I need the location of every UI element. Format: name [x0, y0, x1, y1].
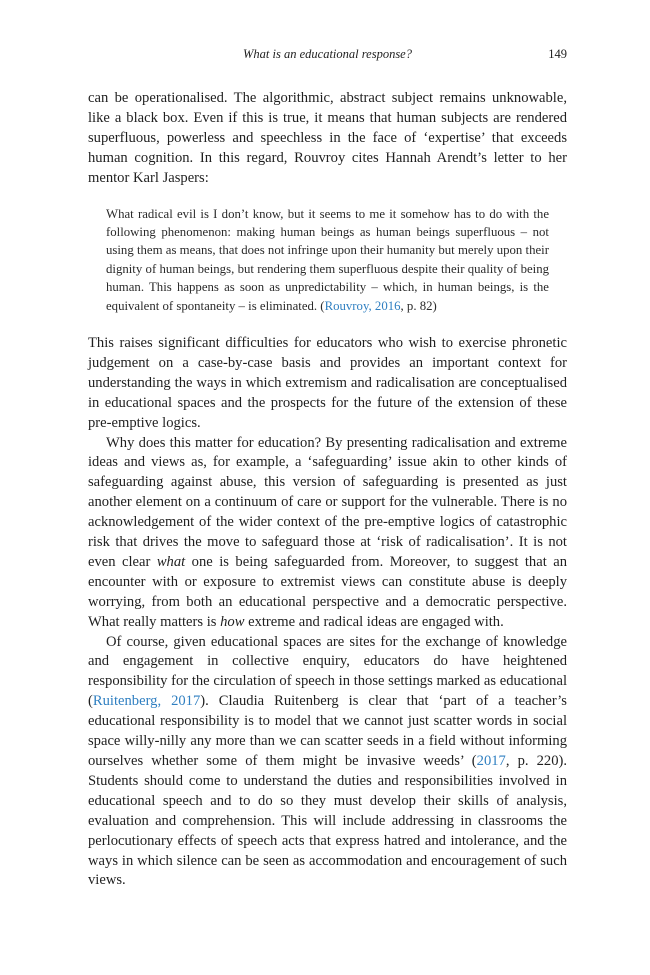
- paragraph-4-part-c: , p. 220). Students should come to understand the duties and responsibilities involved in educational speech and to do so they must develop their skills of analysis, evaluation and comprehension. This will include addressing in classrooms the perlocutionary effects of speech acts that express hatred and intolerance, and the ways in which silence can be seen as accommodation and encouragement of such views.: [88, 753, 567, 889]
- body-text: [88, 89, 567, 891]
- paragraph-3-part-b: one is being safeguarded from. Moreover, to suggest that an encounter with or exposure to extremist views can constitute abuse is deeply worrying, from both an educational perspective and a democratic perspective. What really matters is: [88, 553, 567, 630]
- citation-link-ruitenberg[interactable]: Ruitenberg, 2017: [92, 693, 201, 710]
- paragraph-4-part-b: ). Claudia Ruitenberg is clear that ‘part of a teacher’s educational responsibility is to model that we cannot just scatter words in social space willy-nilly any more than we can scatter seeds in a field without informing ourselves whether some of them might be invasive weeds’ (: [88, 693, 567, 769]
- emphasis-what: what: [156, 553, 186, 570]
- citation-link-2017[interactable]: 2017: [476, 753, 506, 769]
- emphasis-how: how: [220, 613, 245, 630]
- page-number: 149: [548, 47, 567, 61]
- paragraph-3-part-c: extreme and radical ideas are engaged with.: [244, 613, 504, 630]
- paragraph-1: can be operationalised. The algorithmic, abstract subject remains unknowable, like a black box. Even if this is true, it means that human subjects are rendered superfluous, powerless and speechless in the face of ‘expertise’ that exceeds human cognition. In this regard, Rouvroy cites Hannah Arendt’s letter to her mentor Karl Jaspers:: [88, 90, 567, 186]
- block-quote: [106, 205, 549, 315]
- paragraph-4: [88, 633, 567, 892]
- quote-citation-tail: , p. 82): [400, 298, 437, 313]
- paragraph-2: This raises significant difficulties for educators who wish to exercise phronetic judgement on a case-by-case basis and provides an important context for understanding the ways in which extremism and radicalisation are conceptualised in educational spaces and the prospects for the future of the extension of these pre-emptive logics.: [88, 334, 567, 431]
- paragraph-4-part-a: Of course, given educational spaces are sites for the exchange of knowledge and engagement in collective enquiry, educators do have heightened responsibility for the circulation of speech in those settings marked as educational (: [88, 633, 567, 710]
- paragraph-3: [88, 434, 567, 633]
- paragraph-3-part-a: Why does this matter for education? By presenting radicalisation and extreme ideas and views as, for example, a ‘safeguarding’ issue akin to other kinds of safeguarding against abuse, this version of safeguarding is presented as just another element on a continuum of care or support for the vulnerable. There is no acknowledgement of the wider context of the pre-emptive logics of catastrophic risk that drives the move to safeguard those at ‘risk of radicalisation’. It is not even clear: [88, 434, 567, 570]
- citation-link-rouvroy[interactable]: Rouvroy, 2016: [324, 298, 401, 313]
- quote-text: What radical evil is I don’t know, but it seems to me it somehow has to do with the following phenomenon: making human beings as human beings superfluous – not using them as means, that does not infringe upon their humanity but merely upon their dignity of human beings, but rendering them superfluous despite their quality of being human. This happens as soon as unpredictability – which, in human beings, is the equivalent of spontaneity – is eliminated. (: [106, 206, 549, 313]
- running-head: [88, 47, 567, 65]
- running-title: What is an educational response?: [243, 47, 412, 61]
